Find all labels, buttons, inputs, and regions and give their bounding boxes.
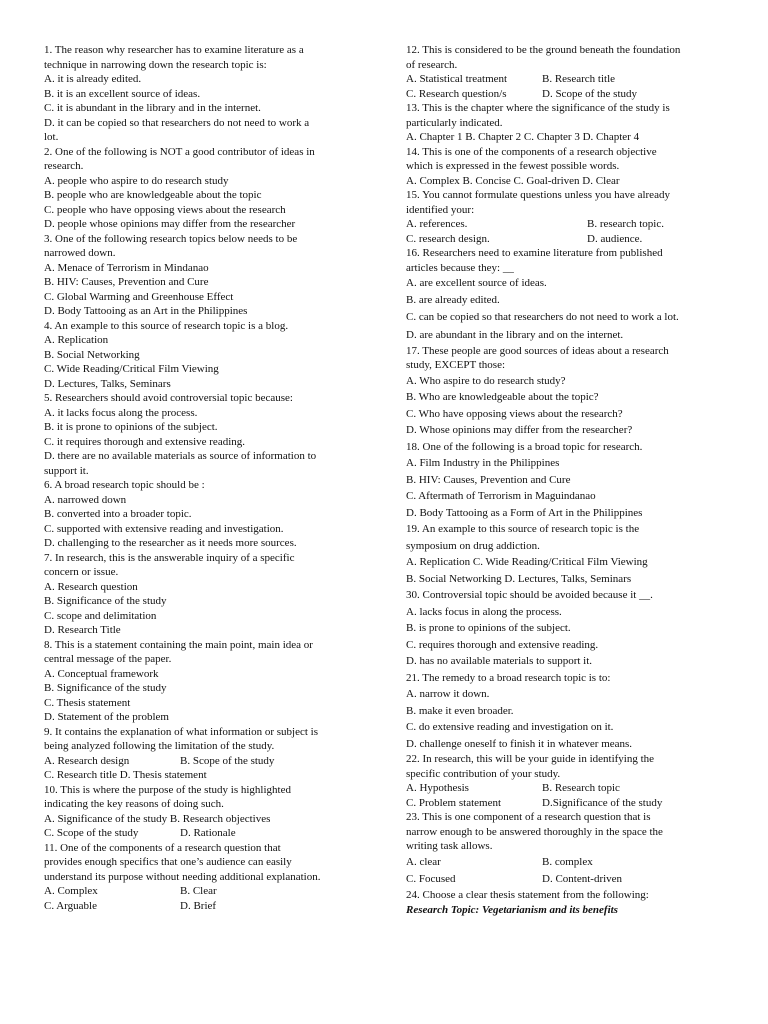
text-line: D. Lectures, Talks, Seminars [44,377,171,390]
text-line: A. lacks focus in along the process. [406,605,562,618]
option-text: C. research design. [406,232,490,245]
text-line: C. scope and delimitation [44,609,157,622]
text-line: D. it can be copied so that researchers do not need to work a [44,116,310,129]
text-line: C. Research title D. Thesis statement [44,769,207,781]
text-line: identified your: [406,203,475,216]
option-text: A. Research design [44,754,130,767]
text-line: A. Complex B. Concise C. Goal-driven D. Clear [406,174,620,187]
text-line: C. requires thorough and extensive reading. [406,638,599,651]
text-line: A. people who aspire to do research study [44,174,229,187]
text-line: 6. A broad research topic should be : [44,479,205,491]
option-text: B. research topic. [587,218,664,230]
option-row [406,781,728,796]
text-line: B. it is prone to opinions of the subject. [44,421,218,433]
text-line: indicating the key reasons of doing such. [44,798,224,810]
text-line: B. is prone to opinions of the subject. [406,622,571,635]
text-line: writing task allows. [406,840,493,853]
text-line: 3. One of the following research topics below needs to be [44,232,298,245]
text-line: specific contribution of your study. [406,767,561,780]
option-text: B. Research topic [542,782,620,795]
text-line: D. challenge oneself to finish it in whatever means. [406,737,633,750]
text-line: narrow enough to be answered thoroughly in the space the [406,825,663,838]
text-line: A. narrowed down [44,493,127,506]
option-row [44,754,360,769]
text-line: A. are excellent source of ideas. [406,277,547,289]
text-line: research. [44,160,84,172]
text-line: 19. An example to this source of research topic is the [406,523,640,536]
text-line: 8. This is a statement containing the main point, main idea or [44,638,313,651]
text-line: C. Aftermath of Terrorism in Maguindanao [406,490,596,503]
text-line: B. HIV: Causes, Prevention and Cure [406,473,571,486]
text-line: B. it is an excellent source of ideas. [44,87,201,100]
left-column [44,43,360,913]
text-line: particularly indicated. [406,116,503,129]
text-line: 4. An example to this source of research topic is a blog. [44,319,289,332]
text-line: 1. The reason why researcher has to examine literature as a [44,44,304,56]
option-row [406,871,728,888]
text-line: 2. One of the following is NOT a good contributor of ideas in [44,145,315,158]
text-line: A. Who aspire to do research study? [406,374,566,387]
text-line: A. Replication [44,334,109,346]
text-line: A. Menace of Terrorism in Mindanao [44,261,209,274]
text-line: 30. Controversial topic should be avoided because it __. [406,589,653,602]
text-line: D. Whose opinions may differ from the researcher? [406,424,633,437]
option-text: D. Content-driven [542,873,623,886]
text-line: D. Research Title [44,624,121,636]
text-line: B. people who are knowledgeable about the topic [44,189,262,201]
option-row [406,87,728,102]
text-line: B. converted into a broader topic. [44,508,192,520]
option-row [44,899,360,914]
option-row [406,232,728,247]
option-text: A. Statistical treatment [406,73,508,85]
text-line: which is expressed in the fewest possible words. [406,160,620,172]
text-line: B. Who are knowledgeable about the topic? [406,391,599,404]
text-line: B. HIV: Causes, Prevention and Cure [44,276,209,288]
option-text: D. Scope of the study [542,87,638,100]
text-line: C. Global Warming and Greenhouse Effect [44,290,234,303]
text-line: A. Film Industry in the Philippines [406,457,560,470]
option-text: B. complex [542,855,593,868]
option-text: B. Clear [180,885,217,897]
option-text: C. Scope of the study [44,827,139,839]
text-line: 18. One of the following is a broad topic for research. [406,440,643,453]
text-line: A. Significance of the study B. Research objectives [44,812,271,825]
text-line: C. supported with extensive reading and investigation. [44,522,284,535]
text-line: 14. This is one of the components of a research objective [406,145,657,158]
option-text: C. Research question/s [406,87,507,100]
text-line: C. it requires thorough and extensive reading. [44,435,246,448]
text-line: C. Who have opposing views about the research? [406,407,623,420]
text-line: C. it is abundant in the library and in the internet. [44,102,261,114]
text-line: understand its purpose without needing additional explanation. [44,870,321,883]
text-line: C. can be copied so that researchers do not need to work a lot. [406,311,679,324]
option-text: D.Significance of the study [542,796,663,809]
option-text: A. Complex [44,885,98,897]
text-line: 9. It contains the explanation of what information or subject is [44,725,319,738]
text-line: being analyzed following the limitation of the study. [44,740,275,752]
text-line: D. Statement of the problem [44,711,169,723]
text-line: A. it is already edited. [44,73,142,85]
option-text: A. references. [406,218,468,230]
option-text: A. Hypothesis [406,782,469,795]
research-topic-label: Research Topic: Vegetarianism and its benefits [406,903,618,916]
text-line: central message of the paper. [44,653,172,665]
text-line: study, EXCEPT those: [406,359,506,372]
text-line: D. challenging to the researcher as it needs more sources. [44,537,297,549]
text-line: 5. Researchers should avoid controversial topic because: [44,392,293,404]
option-text: C. Focused [406,873,456,886]
option-text: D. audience. [587,232,643,245]
text-line: support it. [44,464,89,477]
option-row [406,217,728,232]
text-line: 13. This is the chapter where the significance of the study is [406,102,670,114]
text-line: 24. Choose a clear thesis statement from the following: [406,889,649,902]
option-text: D. Brief [180,899,217,912]
option-row [44,884,360,899]
option-text: A. clear [406,855,441,868]
text-line: A. Conceptual framework [44,667,159,680]
text-line: A. Chapter 1 B. Chapter 2 C. Chapter 3 D. Chapter 4 [406,131,640,143]
text-line: 23. This is one component of a research question that is [406,811,651,824]
text-line: B. Significance of the study [44,595,167,607]
text-line: 17. These people are good sources of ideas about a research [406,344,669,357]
text-line: A. narrow it down. [406,688,490,701]
text-line: B. Social Networking D. Lectures, Talks, Seminars [406,572,632,585]
text-line: A. Research question [44,580,138,593]
text-line: technique in narrowing down the research topic is: [44,58,267,71]
text-line: concern or issue. [44,566,119,578]
text-line: symposium on drug addiction. [406,539,540,552]
text-line: B. are already edited. [406,294,500,307]
text-line: of research. [406,58,458,71]
text-line: C. Thesis statement [44,696,131,709]
text-line: B. make it even broader. [406,704,514,717]
text-line: lot. [44,131,59,143]
text-line: 16. Researchers need to examine literature from published [406,247,663,259]
text-line: articles because they: __ [406,261,514,274]
text-line: D. are abundant in the library and on the internet. [406,328,624,341]
text-line: D. people whose opinions may differ from the researcher [44,218,296,230]
text-line: A. it lacks focus along the process. [44,406,198,419]
text-line: A. Replication C. Wide Reading/Critical Film Viewing [406,556,648,569]
option-text: B. Research title [542,73,616,85]
option-text: D. Rationale [180,827,236,839]
text-line: 15. You cannot formulate questions unless you have already [406,189,670,201]
text-line: 12. This is considered to be the ground beneath the foundation [406,44,681,56]
option-text: C. Problem statement [406,796,502,809]
text-line: D. Body Tattooing as a Form of Art in the Philippines [406,506,643,519]
text-line: B. Significance of the study [44,682,167,694]
option-text: B. Scope of the study [180,754,275,767]
text-line: D. has no available materials to support it. [406,655,593,668]
text-line: B. Social Networking [44,348,140,361]
right-column [406,43,728,917]
text-line: D. there are no available materials as source of information to [44,450,317,462]
option-row [44,826,360,841]
text-line: 10. This is where the purpose of the study is highlighted [44,783,291,796]
text-line: 11. One of the components of a research question that [44,841,281,854]
text-line: 7. In research, this is the answerable inquiry of a specific [44,551,295,564]
option-row [406,796,728,811]
text-line: C. Wide Reading/Critical Film Viewing [44,363,219,375]
option-row [406,72,728,87]
text-line: narrowed down. [44,247,116,259]
option-row [406,854,728,871]
option-text: C. Arguable [44,899,97,912]
text-line: D. Body Tattooing as an Art in the Philippines [44,305,248,317]
text-line: 22. In research, this will be your guide in identifying the [406,753,655,766]
text-line: C. people who have opposing views about the research [44,203,286,216]
text-line: 21. The remedy to a broad research topic is to: [406,671,611,684]
text-line: provides enough specifics that one’s audience can easily [44,856,292,868]
text-line: C. do extensive reading and investigation on it. [406,721,614,734]
